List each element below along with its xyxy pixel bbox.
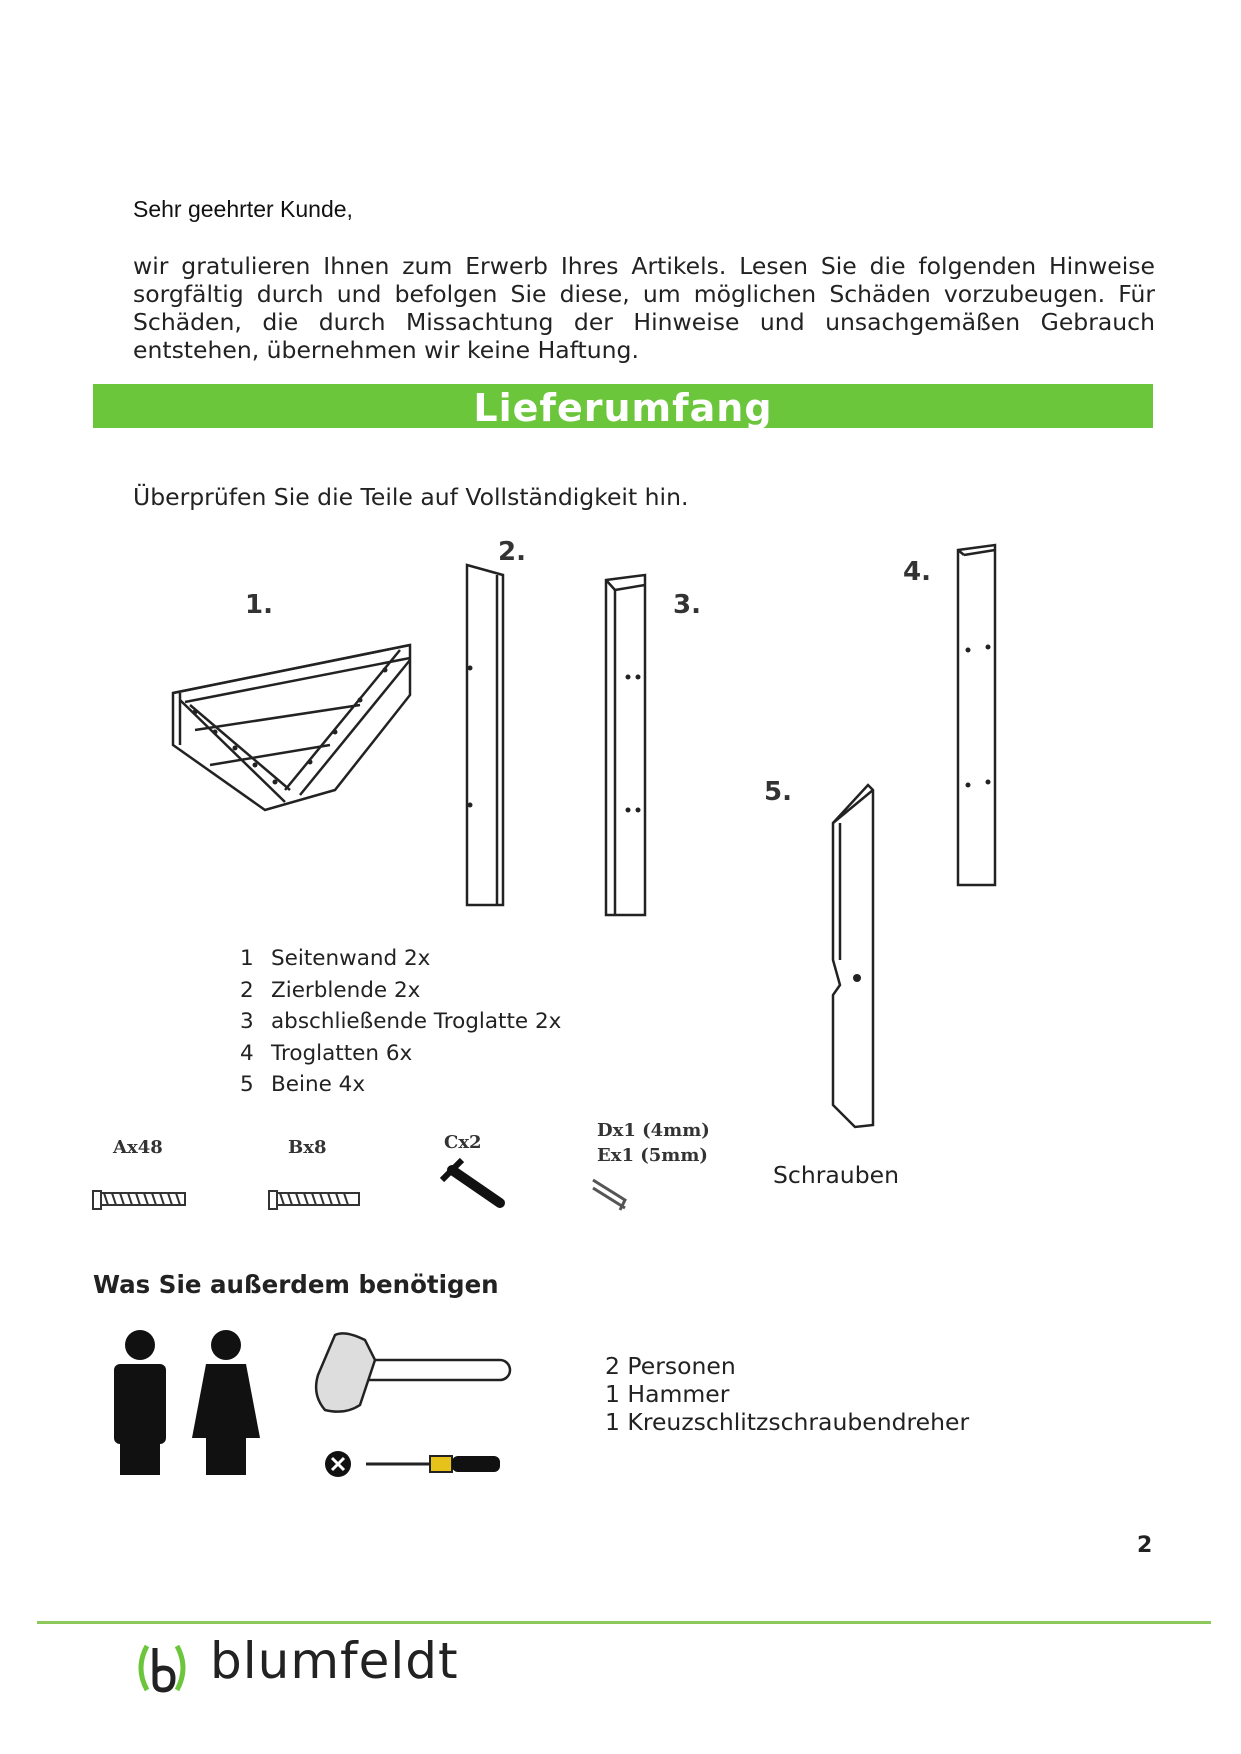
greeting: Sehr geehrter Kunde, — [133, 196, 353, 222]
page-number: 2 — [1137, 1533, 1153, 1558]
list-item: 5 Beine 4x — [240, 1072, 366, 1097]
brand-name: blumfeldt — [210, 1632, 459, 1690]
screw-c-label: Cx2 — [444, 1132, 482, 1153]
screwdriver-icon — [366, 1456, 500, 1472]
part-label-5: 5. — [764, 777, 792, 807]
needs-list — [605, 1352, 969, 1436]
part-label-2: 2. — [498, 537, 526, 567]
list-item: 1 Kreuzschlitzschraubendreher — [605, 1408, 970, 1436]
screw-a-label: Ax48 — [113, 1137, 163, 1158]
list-item: 4 Troglatten 6x — [240, 1040, 413, 1066]
part-label-1: 1. — [245, 590, 273, 620]
list-item: 2 Personen — [605, 1352, 736, 1380]
screws-caption: Schrauben — [773, 1161, 899, 1189]
check-instruction: Überprüfen Sie die Teile auf Vollständigkeit hin. — [133, 483, 689, 511]
brand-logo-icon — [133, 1640, 193, 1696]
list-item: 1 Hammer — [605, 1380, 730, 1408]
part-label-3: 3. — [673, 590, 701, 620]
intro-paragraph: wir gratulieren Ihnen zum Erwerb Ihres Artikels. Lesen Sie die folgenden Hinweise sorgfältig durch und befolgen Sie diese, um möglichen Schäden vorzubeugen. Für Schäden, die durch Missachtung der Hinweise und unsachgemäßen Gebrauch entstehen, übernehmen wir keine Haftung. — [133, 252, 1155, 364]
list-item: 1 Seitenwand 2x — [240, 946, 431, 971]
person-icon — [192, 1330, 260, 1475]
list-item: 2 Zierblende 2x — [240, 977, 421, 1003]
list-item: 3 abschließende Troglatte 2x — [240, 1009, 562, 1034]
section-title: Lieferumfang — [473, 386, 773, 430]
screw-b-label: Bx8 — [288, 1137, 327, 1158]
screw-e-label: Ex1 (5mm) — [597, 1145, 708, 1166]
screw-d-label: Dx1 (4mm) — [597, 1120, 710, 1141]
person-icon — [114, 1330, 166, 1475]
footer-divider — [37, 1621, 1211, 1624]
not-allowed-icon — [325, 1451, 351, 1477]
hammer-icon — [316, 1333, 510, 1411]
part-label-4: 4. — [903, 557, 931, 587]
needs-heading: Was Sie außerdem benötigen — [93, 1270, 499, 1299]
